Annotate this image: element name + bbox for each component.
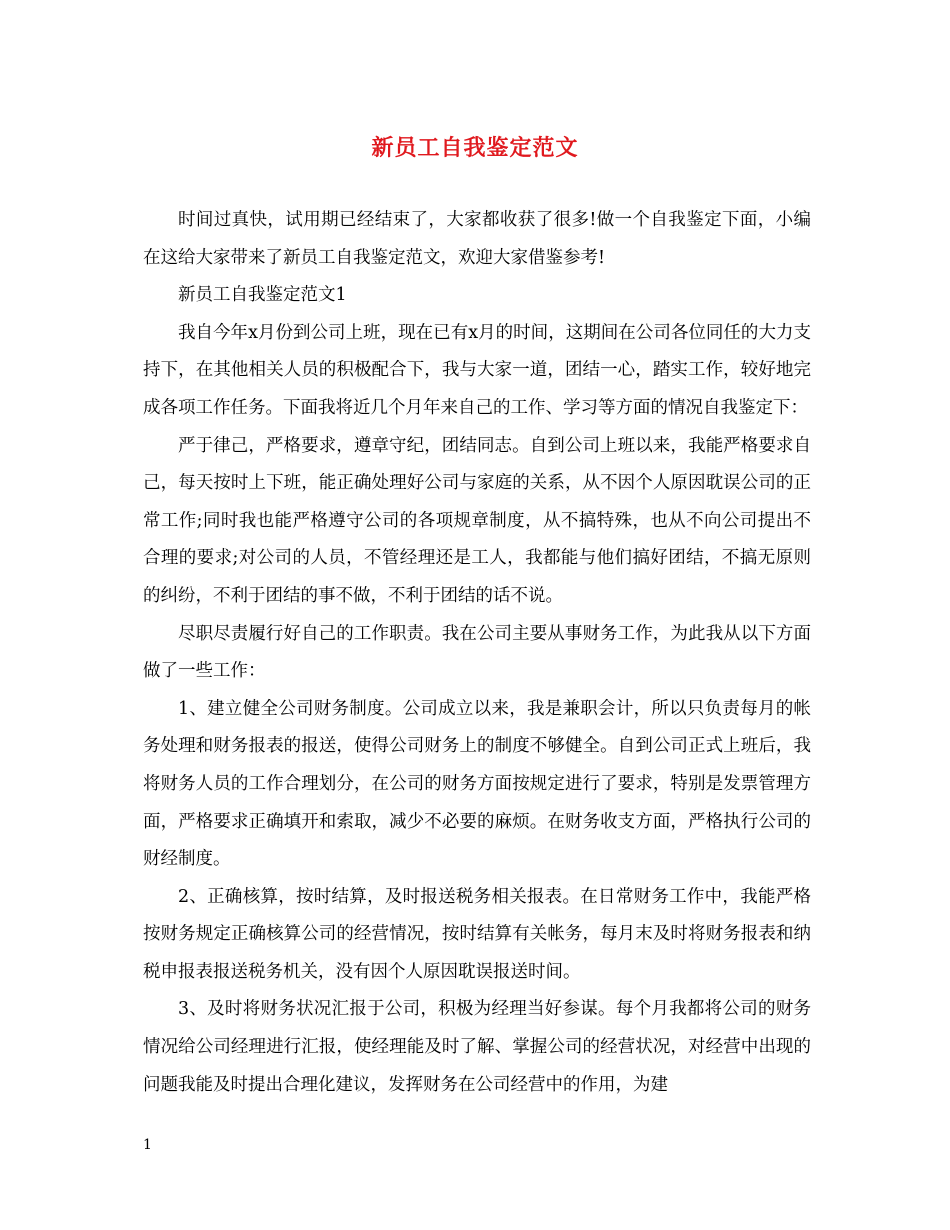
paragraph-intro: 时间过真快，试用期已经结束了，大家都收获了很多!做一个自我鉴定下面，小编在这给大家带来了新员工自我鉴定范文，欢迎大家借鉴参考! — [143, 210, 811, 268]
paragraph-duties: 尽职尽责履行好自己的工作职责。我在公司主要从事财务工作，为此我从以下方面做了一些工作： — [143, 623, 811, 682]
section-heading: 新员工自我鉴定范文1 — [178, 285, 347, 306]
document-title: 新员工自我鉴定范文 — [371, 135, 579, 161]
paragraph-item-1: 1、建立健全公司财务制度。公司成立以来，我是兼职会计，所以只负责每月的帐务处理和财务报表的报送，使得公司财务上的制度不够健全。自到公司正式上班后，我将财务人员的工作合理划分，在公司的财务方面按规定进行了要求，特别是发票管理方面，严格要求正确填开和索取，减少不必要的麻烦。在财务收支方面，严格执行公司的财经制度。 — [143, 698, 811, 870]
document-body — [143, 202, 811, 1104]
paragraph-item-3: 3、及时将财务状况汇报于公司，积极为经理当好参谋。每个月我都将公司的财务情况给公司经理进行汇报，使经理能及时了解、掌握公司的经营状况，对经营中出现的问题我能及时提出合理化建议，发挥财务在公司经营中的作用，为建 — [143, 999, 811, 1095]
paragraph-discipline: 严于律己，严格要求，遵章守纪，团结同志。自到公司上班以来，我能严格要求自己，每天按时上下班，能正确处理好公司与家庭的关系，从不因个人原因耽误公司的正常工作;同时我也能严格遵守公司的各项规章制度，从不搞特殊，也从不向公司提出不合理的要求;对公司的人员，不管经理还是工人，我都能与他们搞好团结，不搞无原则的纠纷，不利于团结的事不做，不利于团结的话不说。 — [143, 435, 811, 606]
paragraph-overview: 我自今年x月份到公司上班，现在已有x月的时间，这期间在公司各位同任的大力支持下，在其他相关人员的积极配合下，我与大家一道，团结一心，踏实工作，较好地完成各项工作任务。下面我将近几个月年来自己的工作、学习等方面的情况自我鉴定下： — [143, 322, 811, 418]
page-number: 1 — [143, 1137, 152, 1153]
paragraph-item-2: 2、正确核算，按时结算，及时报送税务相关报表。在日常财务工作中，我能严格按财务规定正确核算公司的经营情况，按时结算有关帐务，每月末及时将财务报表和纳税申报表报送税务机关，没有因个人原因耽误报送时间。 — [143, 886, 811, 982]
